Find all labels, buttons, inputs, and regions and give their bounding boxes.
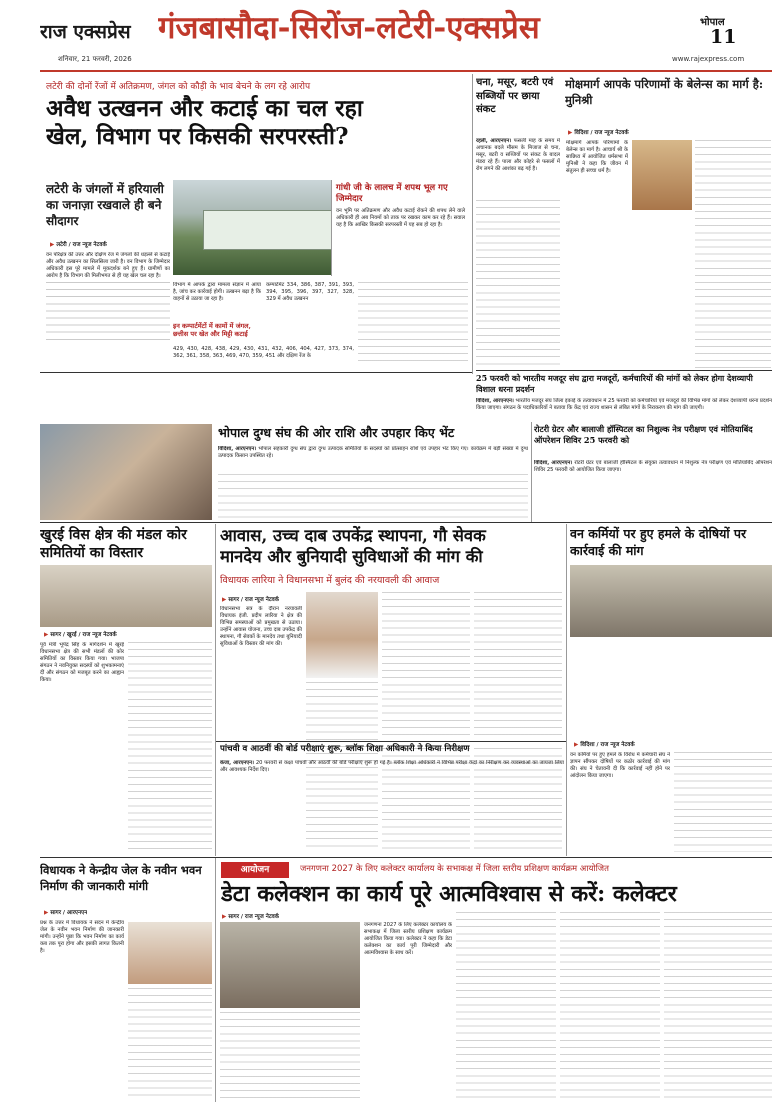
census-lines-b (456, 912, 556, 1098)
lead-body-col2: विभाग में आपके द्वारा मामला संज्ञान में आया है, जांच कर कार्रवाई होगी। उत्खनन बढ़ा है कि वाहनों से उठाया जा रहा है। (173, 282, 261, 303)
chana-lines (476, 200, 560, 368)
rotary-dateline: विदिशा, आरएनएन। (534, 460, 573, 466)
chana-body-text: फसली माह के समय में अचानक बदले मौसम के मिजाज से चना, मसूर, बटरी व सब्जियों पर संकट के बादल मंडरा रहे हैं। पाला और कोहरे से फसलों में रोग लगने की आशंका बढ़ गई है। (476, 138, 560, 173)
lead-byline: ▶ लटेरी / राज न्यूज नेटवर्क (50, 242, 107, 248)
census-lines-c (560, 912, 660, 1098)
lead-box-title: गांधी जी के लालच में शपथ भूल गए जिम्मेदार (336, 183, 448, 204)
lead-body-col4-lines (358, 282, 468, 362)
khurai-headline: खुरई विस क्षेत्र की मंडल कोर समितियों का विस्तार (40, 527, 187, 561)
lead-headline-2: खेल, विभाग पर किसकी सरपरस्ती? (46, 123, 349, 150)
khurai-lines (128, 642, 212, 854)
strike-dateline: विदिशा, आरएनएन। (476, 398, 514, 404)
divider-census (215, 858, 216, 1102)
census-lines-d (664, 912, 772, 1098)
divider-lead-right (472, 74, 473, 374)
dugdh-dateline: विदिशा, आरएनएन। (218, 446, 257, 452)
dugdh-body-text: भोपाल सहकारी दुग्ध संघ द्वारा दुग्ध उत्पादक समितियों के सदस्यों को प्रोत्साहन राशि एवं उपहार भेंट किए गए। कार्यक्रम में बड़ी संख्या में दुग्ध उत्पादक किसान उपस्थित रहे। (218, 446, 528, 460)
census-kicker: जनगणना 2027 के लिए कलेक्टर कार्यालय के सभाकक्ष में जिला स्तरीय प्रशिक्षण कार्यक्रम आयोजित (300, 864, 609, 874)
nirwali-byline: ▶ सागर / राज न्यूज नेटवर्क (222, 597, 280, 603)
forest-body: वन कर्मियों पर हुए हमले के विरोध में कर्मचारी संघ ने ज्ञापन सौंपकर दोषियों पर कठोर कार्रवाई की मांग की। संघ ने चेतावनी दी कि कार्रवाई नहीं होने पर आंदोलन किया जाएगा। (570, 752, 670, 780)
census-lines-a (220, 1012, 360, 1098)
strike-headline: 25 फरवरी को भारतीय मजदूर संघ द्वारा मजदूरों, कर्मचारियों की मांगों को लेकर होगा देशव्यापी विशाल धरना प्रदर्शन (476, 373, 753, 394)
divider-forest (566, 524, 567, 856)
jail-headline: विधायक ने केन्द्रीय जेल के नवीन भवन निर्माण की जानकारी मांगी (40, 863, 202, 893)
exam-headline: पांचवी व आठवीं की बोर्ड परीक्षाएं शुरू, ब्लॉक शिक्षा अधिकारी ने किया निरीक्षण (220, 744, 470, 754)
khurai-byline: ▶ सागर / खुरई / राज न्यूज नेटवर्क (44, 632, 117, 638)
masthead-rule (40, 70, 772, 72)
dugdh-rule (40, 372, 472, 373)
census-body: जनगणना 2027 के लिए कलेक्टर कार्यालय के सभाकक्ष में जिला स्तरीय प्रशिक्षण कार्यक्रम आयोजित किया गया। कलेक्टर ने कहा कि डेटा कलेक्शन का कार्य पूरी जिम्मेदारी और आत्मविश्वास के साथ करें। (364, 922, 452, 957)
masthead-date: शनिवार, 21 फरवरी, 2026 (58, 55, 132, 63)
jail-photo (128, 922, 212, 984)
rotary-body-text: रोटरी ग्रेटर एवं बालाजी हॉस्पिटल के संयुक्त तत्वावधान में निशुल्क नेत्र परीक्षण एवं मोतियाबिंद ऑपरेशन शिविर 25 फरवरी को आयोजित किया जाएगा। (534, 460, 772, 474)
dugdh-lines (218, 474, 528, 520)
masthead-website: www.rajexpress.com (672, 55, 745, 63)
nirwali-headline-2: मानदेय और बुनियादी सुविधाओं की मांग की (220, 547, 483, 566)
lead-body-col1: वन परिक्षेत्र की उत्तर और दक्षिण रेंज में जंगलों की धड़ल्ले से कटाई और अवैध उत्खनन का सिलसिला जारी है। वन विभाग के जिम्मेदार अधिकारी इस पूरे मामले में मूकदर्शक बने हुए हैं। ग्रामीणों का आरोप है कि विभाग की मिलीभगत से ही यह खेल चल रहा है। (46, 252, 170, 280)
nirwali-photo-mla (306, 592, 378, 678)
masthead-title: गंजबासौदा-सिरोंज-लटेरी-एक्सप्रेस (158, 10, 540, 46)
jail-rule (40, 857, 772, 858)
nirwali-subheadline: विधायक लारिया ने विधानसभा में बुलंद की नरयावली की आवाज (220, 575, 440, 586)
exam-body-text: 20 फरवरी से कक्षा पांचवी और आठवीं की बोर्ड परीक्षाएं शुरू हो गई हैं। ब्लॉक शिक्षा अधिकारी ने विभिन्न परीक्षा केंद्रों का निरीक्षण कर व्यवस्थाओं का जायजा लिया और आवश्यक निर्देश दिए। (220, 760, 564, 774)
divider-nirwali-left (215, 524, 216, 856)
masthead (0, 0, 778, 72)
census-tag: आयोजन (221, 862, 289, 878)
moksh-lines (695, 140, 771, 370)
lead-compartments-2: 429, 430, 428, 438, 429, 430, 431, 432, 406, 404, 427, 373, 374, 362, 361, 358, 363, 469, 470, 359, 451 और दक्षिण रेंज के (173, 346, 354, 360)
rotary-body (534, 460, 772, 520)
forest-byline: ▶ विदिशा / राज न्यूज नेटवर्क (574, 742, 635, 748)
khurai-rule (40, 522, 772, 523)
masthead-city: भोपाल (700, 17, 725, 28)
forest-headline: वन कर्मियों पर हुए हमले के दोषियों पर कार्रवाई की मांग (570, 526, 747, 558)
divider-rotary (531, 422, 532, 522)
lead-box (331, 180, 469, 276)
khurai-photo (40, 565, 212, 627)
moksh-headline: मोक्षमार्ग आपके परिणामों के बेलेन्स का मार्ग है: मुनिश्री (565, 77, 764, 107)
chana-dateline: रहली, आरएनएन। (476, 138, 512, 144)
moksh-body: मोक्षमार्ग आपके परिणामों के बेलेन्स का मार्ग है। आचार्य श्री के सान्निध्य में आयोजित धर्मसभा में मुनिश्री ने कहा कि जीवन में संतुलन ही सच्चा धर्म है। (566, 140, 628, 175)
jail-body: प्रश्न के उत्तर में विधायक ने सदन में केन्द्रीय जेल के नवीन भवन निर्माण की जानकारी मांगी। उन्होंने पूछा कि भवन निर्माण का कार्य कब तक पूरा होगा और इसकी लागत कितनी है। (40, 920, 124, 955)
lead-kicker: लटेरी की दोनों रेंजों में अतिक्रमण, जंगल को कौड़ी के भाव बेचने के लग रहे आरोप (46, 82, 311, 92)
exam-rule (216, 741, 566, 742)
brand-logo: राज एक्सप्रेस (40, 21, 131, 43)
page-number: 11 (710, 26, 737, 48)
census-headline: डेटा कलेक्शन का कार्य पूरे आत्मविश्वास से करें: कलेक्टर (221, 881, 677, 907)
moksh-photo-muni (632, 140, 692, 210)
census-photo (220, 922, 360, 1008)
jail-lines (128, 988, 212, 1100)
forest-photo (570, 565, 772, 637)
chana-headline: चना, मसूर, बटरी एवं सब्जियों पर छाया संकट (476, 77, 554, 115)
lead-body-col1-lines (46, 282, 170, 346)
forest-lines (674, 752, 772, 852)
strike-rule (476, 370, 772, 371)
moksh-byline: ▶ विदिशा / राज न्यूज नेटवर्क (568, 130, 629, 136)
strike-body-text: भारतीय मजदूर संघ जिला इकाई के तत्वावधान में 25 फरवरी को कर्मचारियों एवं मजदूरों की विभिन्न मांगों को लेकर देशव्यापी धरना प्रदर्शन किया जाएगा। संगठन के पदाधिकारियों ने बताया कि केंद्र एवं राज्य शासन से लंबित मांगों के निराकरण की मांग की जाएगी। (476, 398, 772, 412)
lead-subheadline: लटेरी के जंगलों में हरियाली का जनाज़ा रखवाले ही बने सौदागर (46, 182, 164, 228)
jail-byline: ▶ सागर / आरएनएन (44, 910, 88, 916)
census-byline: ▶ सागर / राज न्यूज नेटवर्क (222, 914, 280, 920)
dugdh-photo (40, 424, 212, 520)
nirwali-body: विधानसभा सत्र के दौरान नरयावली विधायक इंजी. प्रदीप लारिया ने क्षेत्र की विभिन्न समस्याओं को प्रमुखता से उठाया। उन्होंने आवास योजना, उच्च दाब उपकेंद्र की स्थापना, गौ सेवकों के मानदेय तथा बुनियादी सुविधाओं के विस्तार की मांग की। (220, 606, 302, 648)
nirwali-headline-1: आवास, उच्च दाब उपकेंद्र स्थापना, गौ सेवक (220, 526, 486, 545)
lead-headline-1: अवैध उत्खनन और कटाई का चल रहा (46, 95, 363, 122)
exam-dateline: कंजा, आरएनएन। (220, 760, 255, 766)
lead-box-body: वन भूमि पर अतिक्रमण और अवैध कटाई रोकने की शपथ लेने वाले अधिकारी ही अब नियमों को ताक पर रखकर काम कर रहे हैं। सवाल यह है कि आखिर किसकी सरपरस्ती में यह सब हो रहा है। (336, 208, 465, 229)
khurai-body: पूर्व मंत्री भूपेंद्र सिंह के मार्गदर्शन में खुरई विधानसभा क्षेत्र की सभी मंडलों की कोर समितियों का विस्तार किया गया। भाजपा संगठन ने नवनियुक्त सदस्यों को शुभकामनाएं दीं और संगठन को मजबूत करने का आह्वान किया। (40, 642, 124, 684)
rotary-headline: रोटरी ग्रेटर और बालाजी हॉस्पिटल का निशुल्क नेत्र परीक्षण एवं मोतियाबिंद ऑपरेशन शिविर 25 फरवरी को (534, 424, 753, 445)
exam-body (220, 760, 564, 854)
dugdh-headline: भोपाल दुग्ध संघ की ओर राशि और उपहार किए भेंट (218, 425, 455, 440)
lead-compartments-1: कम्पार्टमेंट 334, 386, 387, 391, 393, 394, 395, 396, 397, 327, 328, 329 में अवैध उत्खनन (266, 282, 354, 303)
lead-subbox-1: इन कम्पार्टमेंटों में कामों में जंगल, छत्तीस पर खेत और मिट्टी कटाई (173, 322, 251, 338)
photo-building (203, 210, 343, 250)
